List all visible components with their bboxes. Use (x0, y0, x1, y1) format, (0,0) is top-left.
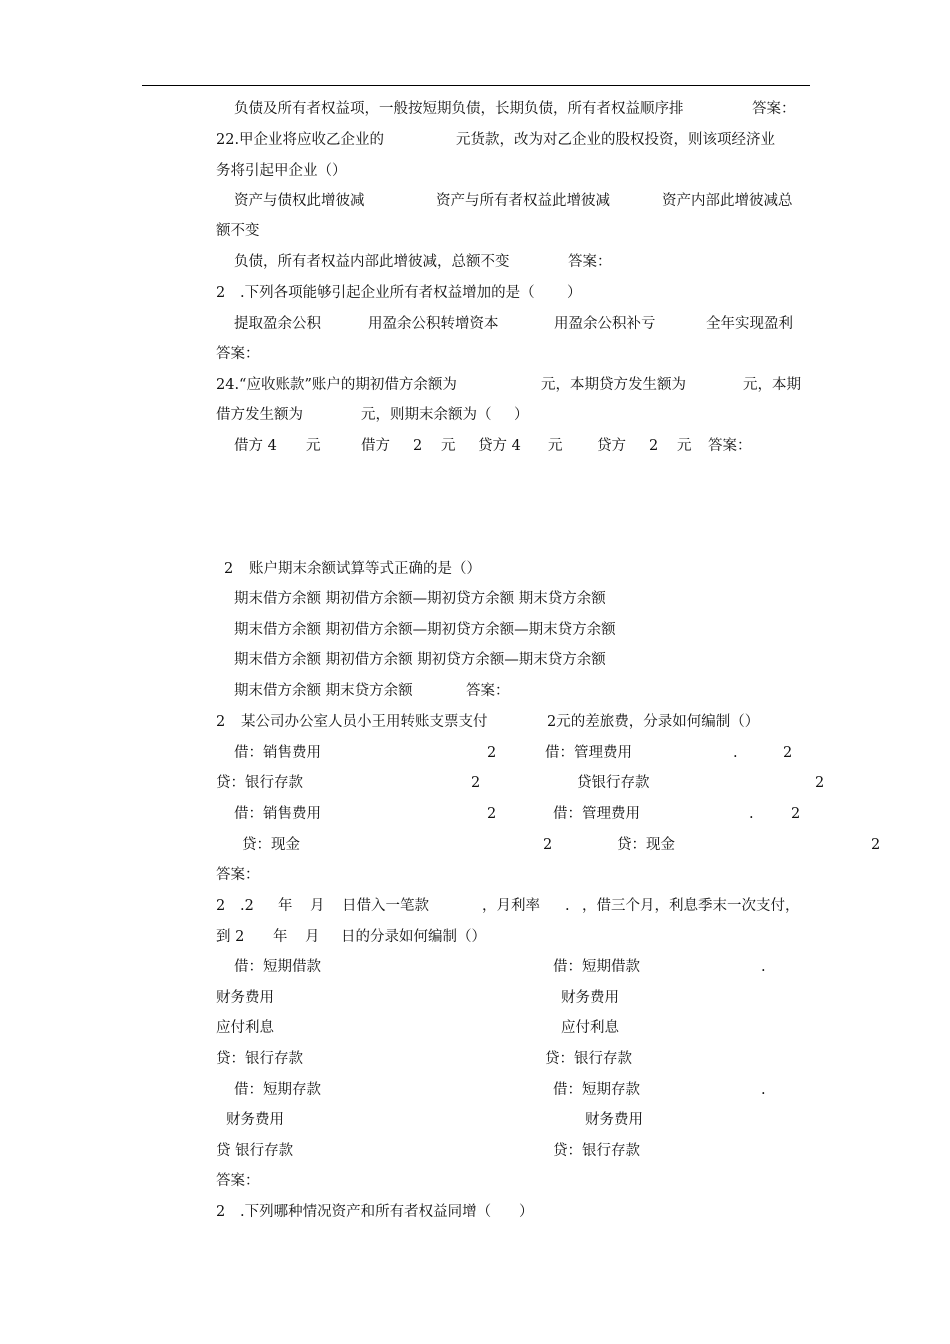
text-fragment: ） (514, 407, 529, 423)
text-fragment: 答案： (568, 254, 612, 270)
text-fragment: 额不变 (216, 223, 260, 239)
text-fragment: 贷方 4 (478, 438, 521, 454)
text-fragment: 期末借方余额 期初借方余额—期初贷方余额—期末贷方余额 (234, 622, 616, 638)
text-fragment: . (733, 745, 738, 761)
text-fragment: 2 (216, 1204, 226, 1220)
text-fragment: 2 (871, 837, 881, 853)
header-rule (142, 85, 810, 86)
text-fragment: 贷银行存款 (577, 775, 650, 791)
text-fragment: 资产与所有者权益此增彼减 (436, 193, 610, 209)
text-fragment: 提取盈余公积 (234, 316, 321, 332)
text-fragment: ，借三个月，利息季末一次支付， (582, 898, 800, 914)
text-fragment: 元货款，改为对乙企业的股权投资，则该项经济业 (456, 132, 775, 148)
text-fragment: 月 (310, 898, 325, 914)
text-fragment: 2 (783, 745, 793, 761)
text-fragment: 应付利息 (561, 1020, 619, 1036)
text-fragment: 2 (216, 285, 226, 301)
text-fragment: 财务费用 (585, 1112, 643, 1128)
text-fragment: 答案： (466, 683, 510, 699)
text-fragment: 2 (224, 561, 234, 577)
text-fragment: 借：销售费用 (234, 745, 321, 761)
text-fragment: 期末借方余额 期初借方余额 期初贷方余额—期末贷方余额 (234, 652, 606, 668)
text-fragment: 贷：现金 (617, 837, 675, 853)
text-fragment: 22.甲企业将应收乙企业的 (216, 132, 385, 148)
text-fragment: 财务费用 (226, 1112, 284, 1128)
text-fragment: 用盈余公积补亏 (554, 316, 656, 332)
text-fragment: 年 (278, 898, 293, 914)
text-fragment: 答案： (216, 1173, 260, 1189)
text-fragment: 借方 (361, 438, 390, 454)
text-fragment: 贷方 (597, 438, 626, 454)
text-fragment: 资产与债权此增彼减 (234, 193, 365, 209)
text-fragment: . (761, 1082, 766, 1098)
text-fragment: 借：管理费用 (553, 806, 640, 822)
text-fragment: 借：管理费用 (545, 745, 632, 761)
text-fragment: 财务费用 (216, 990, 274, 1006)
text-fragment: 财务费用 (561, 990, 619, 1006)
text-fragment: 答案： (216, 346, 260, 362)
text-fragment: 借：短期存款 (234, 1082, 321, 1098)
text-fragment: 贷 银行存款 (216, 1143, 294, 1159)
text-fragment: 答案： (216, 867, 260, 883)
text-fragment: 借：短期借款 (553, 959, 640, 975)
text-fragment: ） (519, 1204, 534, 1220)
text-fragment: 某公司办公室人员小王用转账支票支付 (241, 714, 488, 730)
text-fragment: 贷：银行存款 (545, 1051, 632, 1067)
text-fragment: 2 (216, 898, 226, 914)
text-fragment: 借：短期存款 (553, 1082, 640, 1098)
text-fragment: 2元的差旅费，分录如何编制（） (547, 714, 760, 730)
text-fragment: 账户期末余额试算等式正确的是（） (249, 561, 481, 577)
text-fragment: ，月利率 (482, 898, 540, 914)
text-fragment: 负债，所有者权益内部此增彼减，总额不变 (234, 254, 510, 270)
text-fragment: 借方 4 (234, 438, 277, 454)
text-fragment: 贷：银行存款 (216, 1051, 303, 1067)
text-fragment: 年 (273, 929, 288, 945)
text-fragment: 到 2 (216, 929, 245, 945)
text-fragment: 月 (305, 929, 320, 945)
text-fragment: 全年实现盈利 (706, 316, 793, 332)
text-fragment: 日借入一笔款 (342, 898, 429, 914)
text-fragment: 期末借方余额 期末贷方余额 (234, 683, 413, 699)
text-fragment: 用盈余公积转增资本 (368, 316, 499, 332)
text-fragment: . (761, 959, 766, 975)
text-fragment: .下列各项能够引起企业所有者权益增加的是（ (240, 285, 535, 301)
text-fragment: . (565, 898, 570, 914)
text-fragment: 2 (487, 745, 497, 761)
text-fragment: 元 (677, 438, 692, 454)
text-fragment: 2 (413, 438, 423, 454)
text-fragment: 2 (471, 775, 481, 791)
text-fragment: 2 (216, 714, 226, 730)
text-fragment: 负债及所有者权益项，一般按短期负债，长期负债，所有者权益顺序排 (234, 101, 684, 117)
text-fragment: 2 (815, 775, 825, 791)
text-fragment: 资产内部此增彼减总 (662, 193, 793, 209)
text-fragment: 元 (548, 438, 563, 454)
text-fragment: ） (567, 285, 582, 301)
text-fragment: 元，本期贷方发生额为 (541, 377, 686, 393)
text-fragment: 元，则期末余额为（ (361, 407, 492, 423)
text-fragment: 借：短期借款 (234, 959, 321, 975)
text-fragment: 贷：现金 (242, 837, 300, 853)
text-fragment: .下列哪种情况资产和所有者权益同增（ (240, 1204, 492, 1220)
text-fragment: 2 (791, 806, 801, 822)
text-fragment: 2 (543, 837, 553, 853)
text-fragment: 答案： (752, 101, 796, 117)
text-fragment: 元 (306, 438, 321, 454)
text-fragment: 答案： (708, 438, 752, 454)
text-fragment: 元 (441, 438, 456, 454)
text-fragment: . (749, 806, 754, 822)
text-fragment: 借方发生额为 (216, 407, 303, 423)
text-fragment: 应付利息 (216, 1020, 274, 1036)
text-fragment: 2 (649, 438, 659, 454)
text-fragment: 期末借方余额 期初借方余额—期初贷方余额 期末贷方余额 (234, 591, 606, 607)
text-fragment: 务将引起甲企业（） (216, 163, 347, 179)
text-fragment: 元，本期 (743, 377, 801, 393)
text-fragment: 24.“应收账款”账户的期初借方余额为 (216, 377, 457, 393)
text-fragment: 贷：银行存款 (553, 1143, 640, 1159)
text-fragment: 2 (487, 806, 497, 822)
text-fragment: 贷：银行存款 (216, 775, 303, 791)
text-fragment: .2 (240, 898, 254, 914)
text-fragment: 日的分录如何编制（） (341, 929, 486, 945)
text-fragment: 借：销售费用 (234, 806, 321, 822)
